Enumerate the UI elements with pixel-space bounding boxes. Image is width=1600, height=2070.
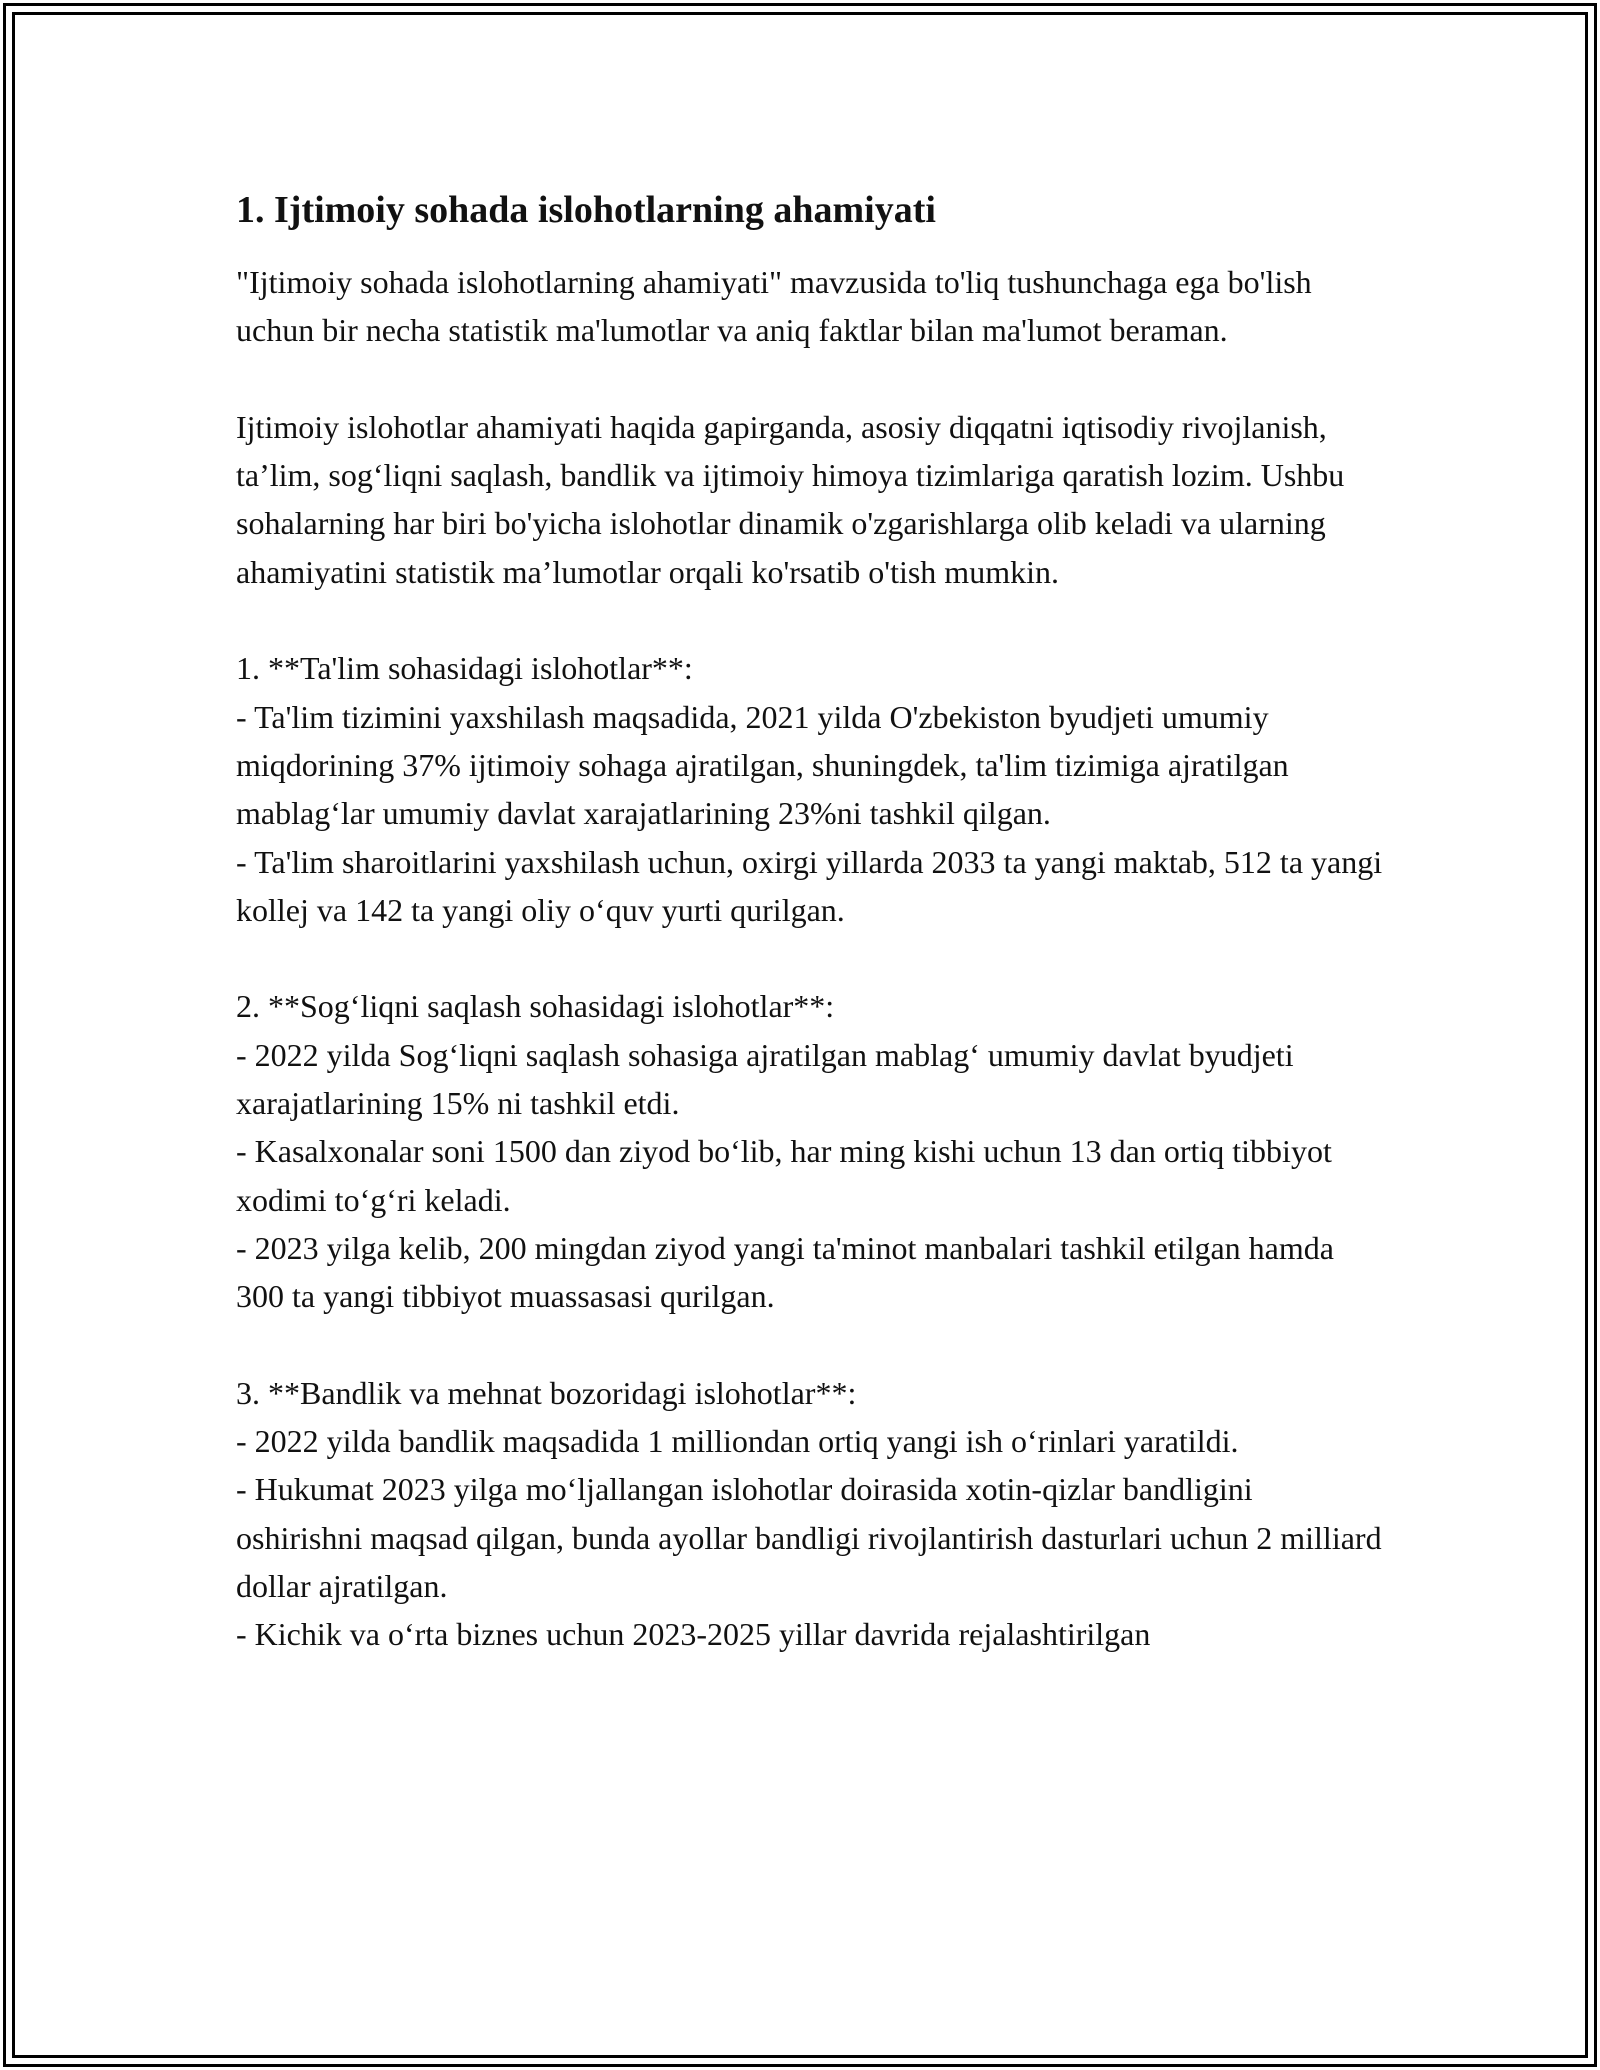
section-heading: 2. **Sog‘liqni saqlash sohasidagi islohotlar**: (236, 988, 835, 1025)
paragraph-gap (236, 1321, 1386, 1369)
list-item: - 2022 yilda Sog‘liqni saqlash sohasiga ajratilgan mablag‘ umumiy davlat byudjeti xarajatlarining 15% ni tashkil etdi. (236, 1036, 1294, 1122)
list-item: - Hukumat 2023 yilga mo‘ljallangan islohotlar doirasida xotin-qizlar bandligini oshirishni maqsad qilgan, bunda ayollar bandligi rivojlantirish dasturlari uchun 2 milliard dollar ajratilgan. (236, 1471, 1382, 1605)
list-item: - Kasalxonalar soni 1500 dan ziyod bo‘lib, har ming kishi uchun 13 dan ortiq tibbiyot xodimi to‘g‘ri keladi. (236, 1133, 1332, 1218)
list-item: - 2022 yilda bandlik maqsadida 1 milliondan ortiq yangi ish o‘rinlari yaratildi. (236, 1423, 1239, 1460)
section-healthcare (236, 982, 1386, 1320)
list-item: - 2023 yilga kelib, 200 mingdan ziyod yangi ta'minot manbalari tashkil etilgan hamda 300 ta yangi tibbiyot muassasasi qurilgan. (236, 1229, 1334, 1315)
document-title: 1. Ijtimoiy sohada islohotlarning ahamiyati (236, 189, 936, 231)
overview-paragraph: Ijtimoiy islohotlar ahamiyati haqida gapirganda, asosiy diqqatni iqtisodiy rivojlanish, ta’lim, sog‘liqni saqlash, bandlik va ijtimoiy himoya tizimlariga qaratish lozim. Ushbu sohalarning har biri bo'yicha islohotlar dinamik o'zgarishlarga olib keladi va ularning ahamiyatini statistik ma’lumotlar orqali ko'rsatib o'tish mumkin. (236, 408, 1345, 590)
section-heading: 1. **Ta'lim sohasidagi islohotlar**: (236, 650, 693, 687)
paragraph-gap (236, 596, 1386, 644)
list-item: - Ta'lim sharoitlarini yaxshilash uchun, oxirgi yillarda 2033 ta yangi maktab, 512 ta yangi kollej va 142 ta yangi oliy o‘quv yurti qurilgan. (236, 843, 1383, 928)
section-education (236, 644, 1386, 934)
section-employment (236, 1369, 1386, 1659)
paragraph-gap (236, 355, 1386, 403)
paragraph-gap (236, 934, 1386, 982)
list-item: - Kichik va o‘rta biznes uchun 2023-2025 yillar davrida rejalashtirilgan (236, 1616, 1151, 1653)
document-body (236, 186, 1386, 1659)
section-heading: 3. **Bandlik va mehnat bozoridagi islohotlar**: (236, 1374, 857, 1411)
intro-paragraph: "Ijtimoiy sohada islohotlarning ahamiyati" mavzusida to'liq tushunchaga ega bo'lish uchun bir necha statistik ma'lumotlar va aniq faktlar bilan ma'lumot beraman. (236, 264, 1312, 349)
list-item: - Ta'lim tizimini yaxshilash maqsadida, 2021 yilda O'zbekiston byudjeti umumiy miqdorining 37% ijtimoiy sohaga ajratilgan, shuningdek, ta'lim tizimiga ajratilgan mablag‘lar umumiy davlat xarajatlarining 23%ni tashkil qilgan. (236, 698, 1289, 832)
